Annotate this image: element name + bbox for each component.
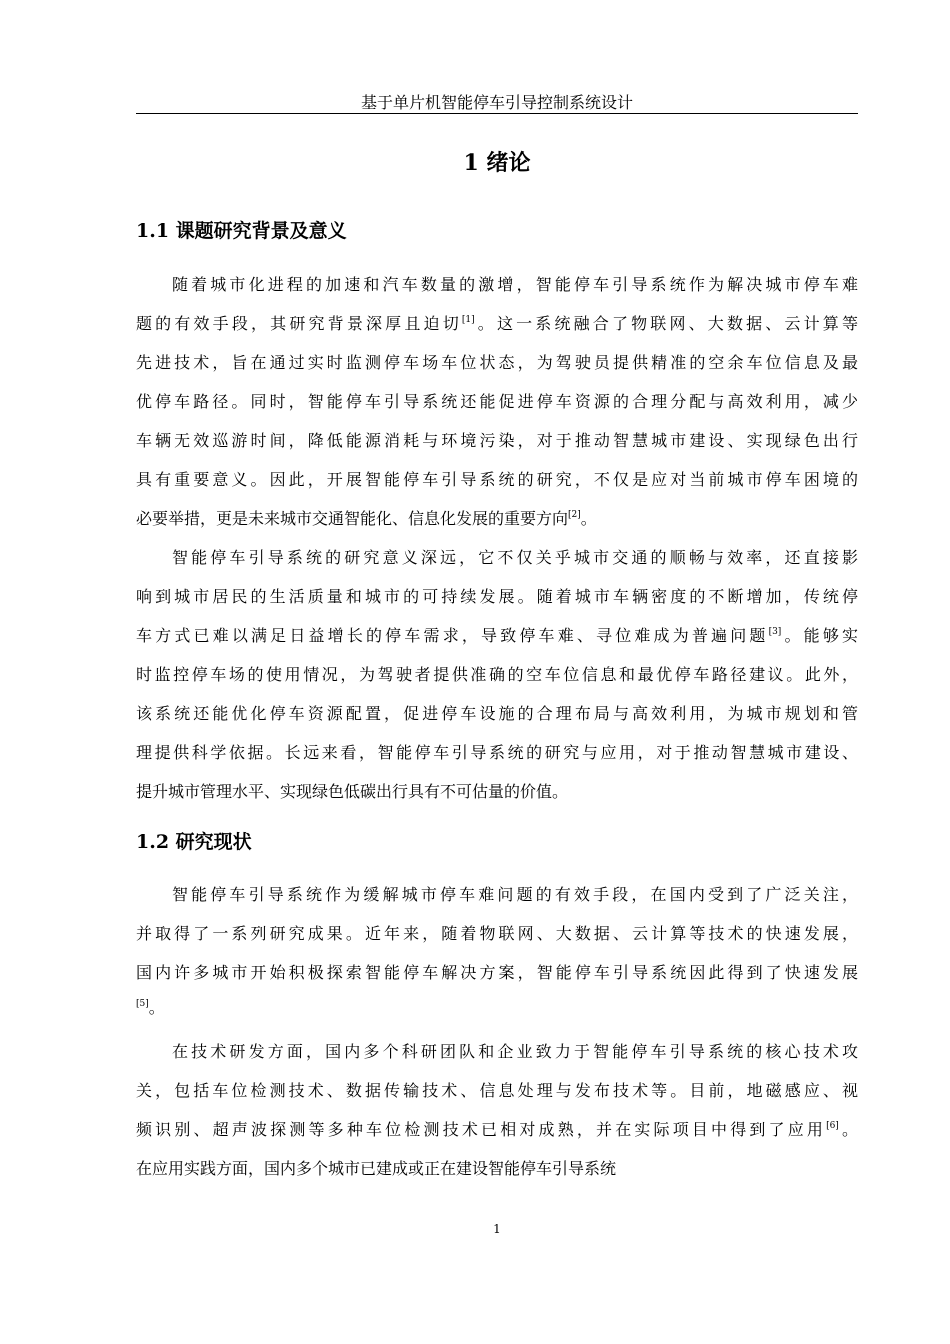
text-line: 先进技术，旨在通过实时监测停车场车位状态，为驾驶员提供精准的空余车位信息及最	[136, 353, 858, 372]
paragraph-technology	[136, 1032, 858, 1188]
paragraph-background	[136, 265, 858, 538]
citation: [1]	[461, 315, 475, 325]
citation: [5]	[136, 999, 149, 1009]
header-rule	[136, 113, 858, 114]
section-heading-1-1: 1.1 课题研究背景及意义	[136, 220, 347, 242]
text-line: 国内许多城市开始积极探索智能停车解决方案，智能停车引导系统因此得到了快速发展	[136, 963, 858, 982]
citation: [6]	[826, 1121, 839, 1131]
text-line: 车辆无效巡游时间，降低能源消耗与环境污染，对于推动智慧城市建设、实现绿色出行	[136, 431, 858, 450]
text-line: 该系统还能优化停车资源配置，促进停车设施的合理布局与高效利用，为城市规划和管	[136, 704, 858, 723]
text-line: 智能停车引导系统的研究意义深远，它不仅关乎城市交通的顺畅与效率，还直接影	[172, 548, 858, 567]
text-line: 具有重要意义。因此，开展智能停车引导系统的研究，不仅是应对当前城市停车困境的	[136, 470, 858, 489]
paragraph-significance	[136, 538, 858, 811]
text-line: 车方式已难以满足日益增长的停车需求，导致停车难、寻位难成为普遍问题[3]。能够实	[136, 626, 858, 645]
text-line: 必要举措，更是未来城市交通智能化、信息化发展的重要方向[2]。	[136, 509, 597, 528]
text-line: 随着城市化进程的加速和汽车数量的激增，智能停车引导系统作为解决城市停车难	[172, 275, 858, 294]
text-line: 关，包括车位检测技术、数据传输技术、信息处理与发布技术等。目前，地磁感应、视	[136, 1081, 858, 1100]
citation: [3]	[768, 627, 782, 637]
paragraph-status-overview	[136, 875, 858, 1024]
text-line: 题的有效手段，其研究背景深厚且迫切[1]。这一系统融合了物联网、大数据、云计算等	[136, 314, 858, 333]
text-line: 频识别、超声波探测等多种车位检测技术已相对成熟，并在实际项目中得到了应用[6]。	[136, 1120, 858, 1139]
section-heading-1-2: 1.2 研究现状	[136, 831, 252, 853]
page-number: 1	[493, 1222, 501, 1236]
text-line: 响到城市居民的生活质量和城市的可持续发展。随着城市车辆密度的不断增加，传统停	[136, 587, 858, 606]
text-line: [5]。	[136, 998, 165, 1017]
citation: [2]	[568, 510, 581, 520]
text-line: 优停车路径。同时，智能停车引导系统还能促进停车资源的合理分配与高效利用，减少	[136, 392, 858, 411]
chapter-title: 1 绪论	[463, 150, 531, 176]
text-line: 在技术研发方面，国内多个科研团队和企业致力于智能停车引导系统的核心技术攻	[172, 1042, 858, 1061]
text-line: 并取得了一系列研究成果。近年来，随着物联网、大数据、云计算等技术的快速发展，	[136, 924, 858, 943]
text-line: 在应用实践方面，国内多个城市已建成或正在建设智能停车引导系统	[136, 1159, 617, 1178]
text-line: 理提供科学依据。长远来看，智能停车引导系统的研究与应用，对于推动智慧城市建设、	[136, 743, 858, 762]
text-line: 提升城市管理水平、实现绿色低碳出行具有不可估量的价值。	[136, 782, 569, 801]
text-line: 时监控停车场的使用情况，为驾驶者提供准确的空车位信息和最优停车路径建议。此外，	[136, 665, 858, 684]
text-line: 智能停车引导系统作为缓解城市停车难问题的有效手段，在国内受到了广泛关注，	[172, 885, 858, 904]
running-header: 基于单片机智能停车引导控制系统设计	[360, 93, 633, 112]
